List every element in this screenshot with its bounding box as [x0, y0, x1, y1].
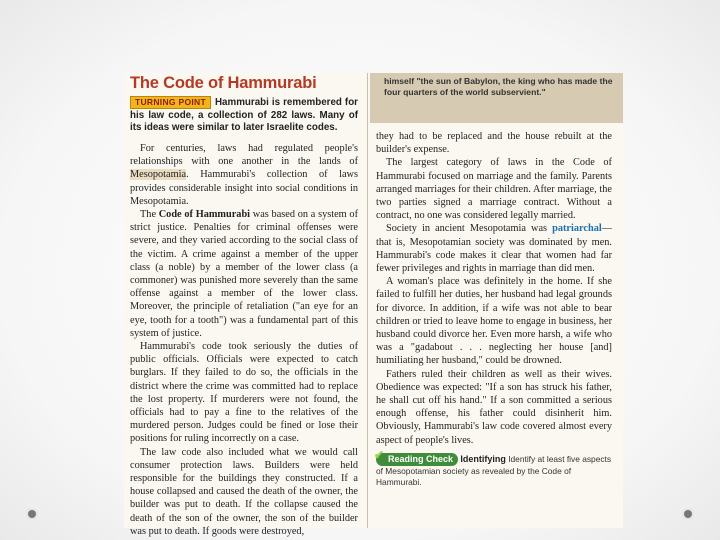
page-title: The Code of Hammurabi — [130, 74, 317, 92]
paragraph: The largest category of laws in the Code of Hammurabi focused on marriage and the family. Parents arranged marriages for their children. After marriage, the two parties signed a marriage contract. Without a contract, no one was considered legally married. — [376, 157, 612, 222]
paragraph: The Code of Hammurabi was based on a system of strict justice. Penalties for criminal offenses were severe, and they varied according to the social class of the victim. A crime against a member of the upper class (a noble) by a member of the lower class (a commoner) was punished more severely than the same offense against a member of the lower class. Moreover, the principle of retaliation ("an eye for an eye, tooth for a tooth") was a fundamental part of this system of justice. — [130, 209, 358, 339]
checkmark-icon: ✔ — [374, 447, 385, 462]
textbook-page — [124, 73, 623, 537]
turning-point — [130, 96, 358, 135]
paragraph: A woman's place was definitely in the home. If she failed to fulfill her duties, her husband had legal grounds for divorce. In addition, if a wife was not able to bear children or tried to leave home to engage in business, her husband could divorce her. Even more harsh, a wife who was a "gadabout . . . neglecting her house [and] humiliating her husband," could be drowned. — [376, 276, 612, 367]
paragraph: they had to be replaced and the house rebuilt at the builder's expense. — [376, 131, 612, 156]
quote-box — [370, 73, 623, 123]
keyword-term: patriarchal — [552, 223, 602, 235]
left-column — [130, 73, 358, 538]
paragraph: Hammurabi's code took seriously the duties of public officials. Officials were expected to catch burglars. If they failed to do so, the officials in the district where the crime was committed had to replace the lost property. If murderers were not found, the officials had to pay a fine to the relatives of the murdered person. Judges could be fined or lose their positions for ruling incorrectly on a case. — [130, 341, 358, 445]
slide-bullet-icon — [26, 508, 38, 520]
right-column — [376, 130, 612, 488]
paragraph: For centuries, laws had regulated people's relationships with one another in the lands of Mesopotamia. Hammurabi's collection of laws provides considerable insight into social conditions in Mesopotamia. — [130, 142, 358, 207]
reading-check-badge: ✔ Reading Check — [376, 453, 458, 466]
reading-check-text: Identify at least five aspects of Mesopotamian society as revealed by the Code of Hammurabi. — [376, 453, 612, 487]
reading-check-label: Identifying — [460, 453, 506, 464]
paragraph: Fathers ruled their children as well as their wives. Obedience was expected: "If a son has struck his father, he shall cut off his hand." If a son committed a serious enough offense, his father could disinherit him. Obviously, Hammurabi's law code covered almost every aspect of people's lives. — [376, 368, 612, 446]
reading-check — [374, 447, 612, 488]
bold-term: Code of Hammurabi — [158, 209, 251, 220]
quote-text: himself "the sun of Babylon, the king who has made the four quarters of the world subservient." — [384, 76, 613, 97]
slide-bullet-icon — [682, 508, 694, 520]
turning-point-badge: TURNING POINT — [130, 96, 211, 109]
turning-point-text: Hammurabi is remembered for his law code, a collection of 282 laws. Many of its ideas were similar to later Israelite codes. — [130, 97, 358, 134]
column-divider — [367, 73, 368, 528]
paragraph: The law code also included what we would call consumer protection laws. Builders were held responsible for the buildings they constructed. If a house collapsed and caused the death of the owner, the builder was put to death. If the collapse caused the death of the son of the owner, the son of the builder was put to death. If goods were destroyed, — [130, 446, 358, 537]
paragraph: Society in ancient Mesopotamia was patriarchal—that is, Mesopotamian society was dominated by men. Hammurabi's code makes it clear that women had far fewer privileges and rights in marriage than did men. — [376, 223, 612, 275]
highlighted-term: Mesopotamia — [130, 169, 187, 181]
